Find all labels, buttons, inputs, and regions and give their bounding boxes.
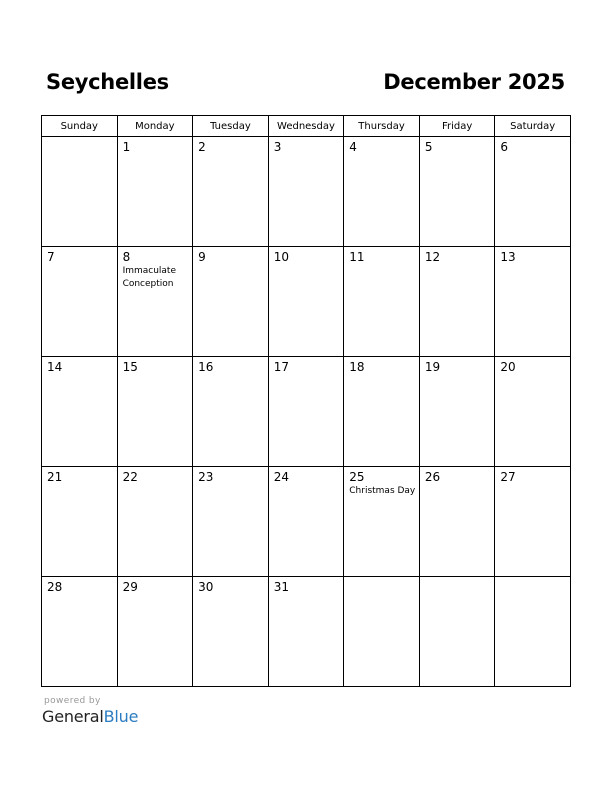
day-number: 19 <box>424 360 441 374</box>
weekday-header: Saturday <box>495 116 571 137</box>
holiday-label <box>193 374 268 375</box>
holiday-label <box>42 374 117 375</box>
day-number: 27 <box>500 470 516 484</box>
day-number: 9 <box>198 250 206 264</box>
month-year-title: December 2025 <box>383 70 565 94</box>
day-cell <box>193 467 269 577</box>
powered-by-text: powered by <box>44 696 101 706</box>
day-cell <box>117 357 193 467</box>
holiday-label <box>344 580 419 581</box>
week-row <box>42 137 571 247</box>
week-row <box>42 577 571 687</box>
holiday-label <box>193 594 268 595</box>
holiday-label <box>495 484 570 485</box>
holiday-label <box>42 140 117 141</box>
day-cell <box>268 137 344 247</box>
day-cell <box>419 357 495 467</box>
day-number: 16 <box>198 360 214 374</box>
weekday-header-row <box>42 116 571 137</box>
holiday-label <box>420 264 495 265</box>
footer-branding <box>42 696 138 727</box>
day-number: 1 <box>122 140 131 154</box>
day-number: 17 <box>273 360 289 374</box>
day-number: 31 <box>273 580 289 594</box>
logo-blue-text: Blue <box>103 707 139 726</box>
day-number: 8 <box>122 250 131 264</box>
holiday-label <box>344 264 419 265</box>
week-row <box>42 247 571 357</box>
day-number: 21 <box>47 470 63 484</box>
holiday-label <box>118 594 193 595</box>
holiday-label <box>495 580 570 581</box>
holiday-label: Immaculate Conception <box>122 266 176 289</box>
calendar-grid <box>41 115 571 687</box>
holiday-label <box>118 374 193 375</box>
weekday-header: Thursday <box>344 116 420 137</box>
generalblue-logo[interactable] <box>42 707 138 727</box>
day-number: 10 <box>273 250 289 264</box>
day-number: 3 <box>273 140 282 154</box>
day-number: 11 <box>349 250 365 264</box>
day-cell <box>344 357 420 467</box>
day-cell <box>344 577 420 687</box>
day-cell <box>419 137 495 247</box>
holiday-label <box>344 154 419 155</box>
holiday-label <box>193 154 268 155</box>
day-cell <box>193 247 269 357</box>
day-number: 5 <box>424 140 433 154</box>
day-cell <box>42 577 118 687</box>
holiday-label <box>420 484 495 485</box>
day-cell <box>495 357 571 467</box>
holiday-label <box>269 154 344 155</box>
holiday-label <box>118 154 193 155</box>
weekday-header: Sunday <box>42 116 118 137</box>
holiday-label <box>118 484 193 485</box>
day-cell <box>495 577 571 687</box>
day-number: 28 <box>47 580 63 594</box>
holiday-label <box>495 374 570 375</box>
weekday-header: Friday <box>419 116 495 137</box>
weekday-header: Wednesday <box>268 116 344 137</box>
country-title: Seychelles <box>46 70 169 94</box>
day-cell <box>268 577 344 687</box>
day-cell <box>344 137 420 247</box>
day-number: 13 <box>500 250 516 264</box>
day-number: 23 <box>198 470 214 484</box>
day-number: 15 <box>122 360 138 374</box>
day-cell <box>495 247 571 357</box>
day-cell <box>193 137 269 247</box>
day-cell <box>42 467 118 577</box>
day-cell <box>117 577 193 687</box>
holiday-label <box>420 374 495 375</box>
day-cell <box>42 247 118 357</box>
day-number: 4 <box>349 140 357 154</box>
day-cell <box>268 357 344 467</box>
day-cell <box>419 577 495 687</box>
holiday-label <box>269 594 344 595</box>
day-cell <box>117 137 193 247</box>
day-number: 26 <box>424 470 441 484</box>
day-number: 18 <box>349 360 365 374</box>
day-cell <box>419 247 495 357</box>
day-number: 29 <box>122 580 138 594</box>
day-cell <box>42 137 118 247</box>
day-cell <box>193 577 269 687</box>
day-number: 7 <box>47 250 55 264</box>
day-number: 2 <box>198 140 206 154</box>
holiday-label <box>269 374 344 375</box>
holiday-label <box>42 484 117 485</box>
holiday-label <box>193 484 268 485</box>
holiday-label <box>420 580 495 581</box>
day-cell <box>495 467 571 577</box>
day-cell <box>42 357 118 467</box>
day-number: 22 <box>122 470 138 484</box>
logo-general-text: General <box>42 707 104 726</box>
holiday-label <box>495 264 570 265</box>
day-cell <box>117 467 193 577</box>
day-cell <box>193 357 269 467</box>
holiday-label <box>193 264 268 265</box>
day-number: 12 <box>424 250 441 264</box>
day-number: 24 <box>273 470 289 484</box>
weekday-header: Tuesday <box>193 116 269 137</box>
day-cell <box>419 467 495 577</box>
holiday-label <box>42 594 117 595</box>
holiday-label <box>420 154 495 155</box>
day-number: 14 <box>47 360 63 374</box>
week-row <box>42 467 571 577</box>
weekday-header: Monday <box>117 116 193 137</box>
holiday-label <box>42 264 117 265</box>
holiday-label <box>344 374 419 375</box>
day-number: 6 <box>500 140 509 154</box>
day-cell <box>117 247 193 357</box>
day-cell <box>495 137 571 247</box>
holiday-label <box>269 484 344 485</box>
day-number: 25 <box>349 470 365 484</box>
day-cell <box>268 467 344 577</box>
holiday-label: Christmas Day <box>349 486 416 496</box>
day-number: 20 <box>500 360 516 374</box>
day-cell <box>344 247 420 357</box>
day-number: 30 <box>198 580 214 594</box>
day-cell <box>268 247 344 357</box>
holiday-label <box>495 154 570 155</box>
week-row <box>42 357 571 467</box>
day-cell <box>344 467 420 577</box>
holiday-label <box>269 264 344 265</box>
